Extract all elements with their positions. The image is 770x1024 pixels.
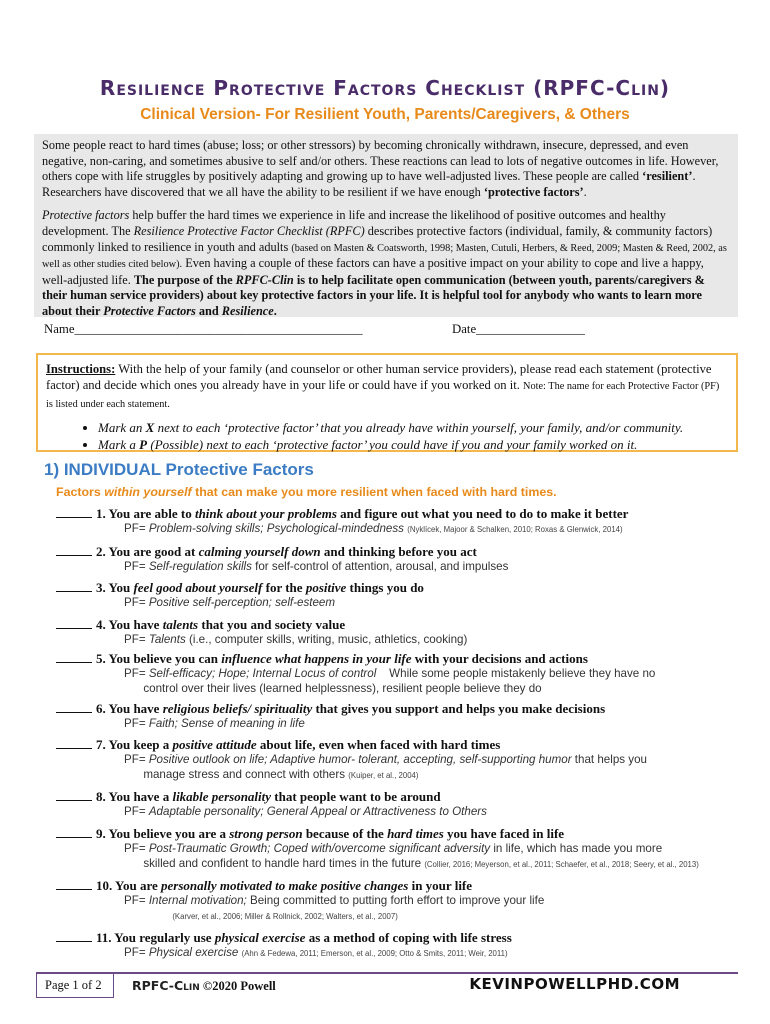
protective-factor-name: PF= Adaptable personality; General Appeal or Attractiveness to Others (124, 805, 487, 819)
mark-p: P (139, 437, 148, 452)
instruction-bullet-x (98, 419, 728, 436)
page-footer (36, 972, 738, 1000)
instructions-body: With the help of your family (and counselor or other human service providers), please read each statement (protective factor) and decide which ones you already have in your life or could have if you worked on it. (46, 362, 712, 392)
instructions-box (36, 353, 738, 452)
protective-factor-name: PF= Self-efficacy; Hope; Internal Locus of control While some people mistakenly believe they have no control over their lives (learned helplessness), resilient people believe they do (124, 667, 656, 695)
bullet-text: next to each ‘protective factor’ that you already have within yourself, your family, and/or community. (154, 420, 684, 435)
checkmark-blank[interactable] (56, 617, 92, 629)
factor-text: 1. You are able to think about your problems and figure out what you need to do to make it better (96, 506, 629, 521)
instructions-note: Note: The name for each Protective Factor (PF) is listed under each statement. (46, 381, 720, 410)
instruction-bullet-p (98, 436, 728, 453)
protective-factor-name: PF= Positive self-perception; self-esteem (124, 596, 336, 610)
footer-copyright-text: ©2020 Powell (199, 979, 276, 993)
page-subtitle: Clinical Version- For Resilient Youth, Parents/Caregivers, & Others (140, 106, 630, 123)
intro-citation: (based on Masten & Coatsworth, 1998; Masten, Cutuli, Herbers, & Reed, 2009; Masten & Reed, 2002, as well as other studies cited below). (42, 242, 727, 271)
subheading-emphasis: within yourself (104, 485, 192, 499)
checkmark-blank[interactable] (56, 737, 92, 749)
checkmark-blank[interactable] (56, 506, 92, 518)
factor-text: 8. You have a likable personality that people want to be around (96, 789, 441, 805)
factor-item (56, 789, 746, 820)
purpose-term: RPFC-Clin (235, 272, 294, 287)
purpose-statement (42, 273, 705, 318)
checkmark-blank[interactable] (56, 701, 92, 713)
purpose-text: is to help facilitate open communication (between youth, parents/caregivers & their human service providers) about key protective factors in your life. It is helpful tool for anybody who wants to learn more about their (42, 272, 705, 318)
protective-factor-name: PF= Problem-solving skills; Psychological-mindedness (Nyklícek, Majoor & Schalken, 2010; Roxas & Glenwick, 2014) (124, 522, 623, 535)
factor-item (56, 651, 746, 696)
protective-factor-name: PF= Internal motivation; Being committed to putting forth effort to improve your life (Karver, et al., 2006; Miller & Rollnick, 2002; Walters, et al., 2007) (124, 894, 545, 921)
checkmark-blank[interactable] (56, 789, 92, 801)
title-paren: (RPFC-Clin) (533, 76, 671, 100)
intro-text: Even having a couple of these factors can have a positive impact on your ability to cope and live a happy, well-adjusted life. (42, 256, 704, 287)
checkmark-blank[interactable] (56, 544, 92, 556)
purpose-term: Resilience (221, 303, 274, 318)
factor-item (56, 701, 746, 732)
purpose-text: and (195, 303, 222, 318)
factor-statement (56, 701, 746, 717)
subheading-text: Factors (56, 485, 105, 499)
protective-factor-name: PF= Self-regulation skills for self-control of attention, arousal, and impulses (124, 559, 509, 573)
factor-item (56, 506, 746, 538)
intro-box (34, 134, 738, 317)
factor-statement (56, 789, 746, 805)
factor-statement (56, 651, 746, 667)
factor-item (56, 737, 746, 783)
date-field[interactable]: Date_________________ (452, 322, 585, 336)
factor-statement (56, 580, 746, 596)
factor-item (56, 544, 746, 575)
factor-item (56, 580, 746, 611)
factor-statement (56, 930, 746, 946)
factor-text: 11. You regularly use physical exercise as a method of coping with life stress (96, 930, 512, 946)
section-subheading (56, 485, 557, 499)
factor-text: 9. You believe you are a strong person because of the hard times you have faced in life (96, 825, 565, 841)
factor-text: 3. You feel good about yourself for the positive things you do (96, 580, 424, 596)
bullet-text: (Possible) next to each ‘protective factor’ you could have if you and your family worked on it. (147, 437, 638, 452)
instructions-label: Instructions: (46, 362, 116, 376)
factor-statement (56, 506, 746, 522)
page-title (0, 76, 770, 100)
bullet-text: Mark a (98, 437, 140, 452)
factor-statement (56, 737, 746, 753)
mark-x: X (145, 420, 155, 435)
protective-factor-name: PF= Faith; Sense of meaning in life (124, 716, 305, 730)
protective-factor-name: PF= Physical exercise (Ahn & Fedewa, 2011; Emerson, et al., 2009; Otto & Smits, 2011; Weir, 2011) (124, 946, 508, 960)
intro-text: . Researchers have discovered that we all have the ability to be resilient if we have enough (42, 169, 696, 199)
intro-paragraph-1 (42, 138, 730, 200)
purpose-term: Protective Factors (103, 303, 196, 318)
intro-text: describes protective factors (individual, family, & community factors) commonly linked to resilience in youth and adults (42, 223, 713, 254)
footer-copyright (132, 978, 276, 994)
protective-factor-name: PF= Talents (i.e., computer skills, writing, music, athletics, cooking) (124, 632, 468, 646)
factor-text: 7. You keep a positive attitude about life, even when faced with hard times (96, 737, 501, 753)
factor-item (56, 617, 746, 648)
protective-factors-term: ‘protective factors’ (483, 184, 584, 199)
checkmark-blank[interactable] (56, 580, 92, 592)
intro-text: help buffer the hard times we experience in life and increase the likelihood of positive outcomes and healthy development. The (42, 208, 666, 238)
intro-text: . (583, 184, 587, 199)
resilient-term: ‘resilient’ (642, 169, 693, 184)
instructions-text (46, 361, 728, 413)
factor-item (56, 826, 746, 872)
intro-text: Some people react to hard times (abuse; loss; or other stressors) by becoming chronically withdrawn, insecure, depressed, and even negative, non-caring, and sometimes abusive to self and/or others. These reactions can lead to lots of negative outcomes in life. However, others cope with life struggles by positively adapting and growing up to have well-adjusted lives. These people are called (42, 138, 719, 184)
footer-brand: RPFC-Clin (132, 978, 200, 993)
instructions-list (46, 419, 728, 453)
footer-website[interactable]: KEVINPOWELLPHD.COM (469, 975, 680, 993)
subheading-text: that can make you more resilient when faced with hard times. (191, 485, 557, 499)
intro-paragraph-2 (42, 208, 730, 319)
purpose-text: The purpose of the (133, 272, 236, 287)
factor-text: 6. You have religious beliefs/ spirituality that gives you support and helps you make decisions (96, 700, 606, 716)
checkmark-blank[interactable] (56, 878, 92, 890)
intro-term: Resilience Protective Factor Checklist (RPFC) (133, 223, 365, 238)
factor-list (56, 506, 746, 962)
protective-factor-name: PF= Post-Traumatic Growth; Coped with/overcome significant adversity in life, which has made you more skilled and confident to handle hard times in the future (Collier, 2016; Meyerson, et al., 2011; Schaefer, et al., 2018; Seery, et al., 2013) (124, 841, 699, 870)
checkmark-blank[interactable] (56, 826, 92, 838)
page-number: Page 1 of 2 (36, 974, 114, 998)
title-main: Resilience Protective Factors Checklist (99, 76, 526, 100)
intro-term: Protective factors (42, 208, 130, 223)
checkmark-blank[interactable] (56, 651, 92, 663)
bullet-text: Mark an (98, 420, 146, 435)
factor-text: 5. You believe you can influence what happens in your life with your decisions and actions (96, 651, 588, 667)
factor-text: 10. You are personally motivated to make positive changes in your life (96, 878, 473, 894)
protective-factor-name: PF= Positive outlook on life; Adaptive humor- tolerant, accepting, self-supporting humor that helps you manage stress and connect with others (Kuiper, et al., 2004) (124, 753, 647, 781)
section-heading: 1) INDIVIDUAL Protective Factors (44, 460, 314, 479)
checkmark-blank[interactable] (56, 930, 92, 942)
factor-item (56, 878, 746, 924)
factor-text: 4. You have talents that you and society value (96, 616, 346, 632)
factor-text: 2. You are good at calming yourself down and thinking before you act (96, 543, 477, 559)
factor-statement (56, 826, 746, 842)
factor-statement (56, 617, 746, 633)
factor-statement (56, 878, 746, 894)
factor-statement (56, 544, 746, 560)
purpose-text: . (273, 303, 277, 318)
name-field[interactable]: Name_____________________________________________ (44, 322, 363, 336)
factor-item (56, 930, 746, 962)
